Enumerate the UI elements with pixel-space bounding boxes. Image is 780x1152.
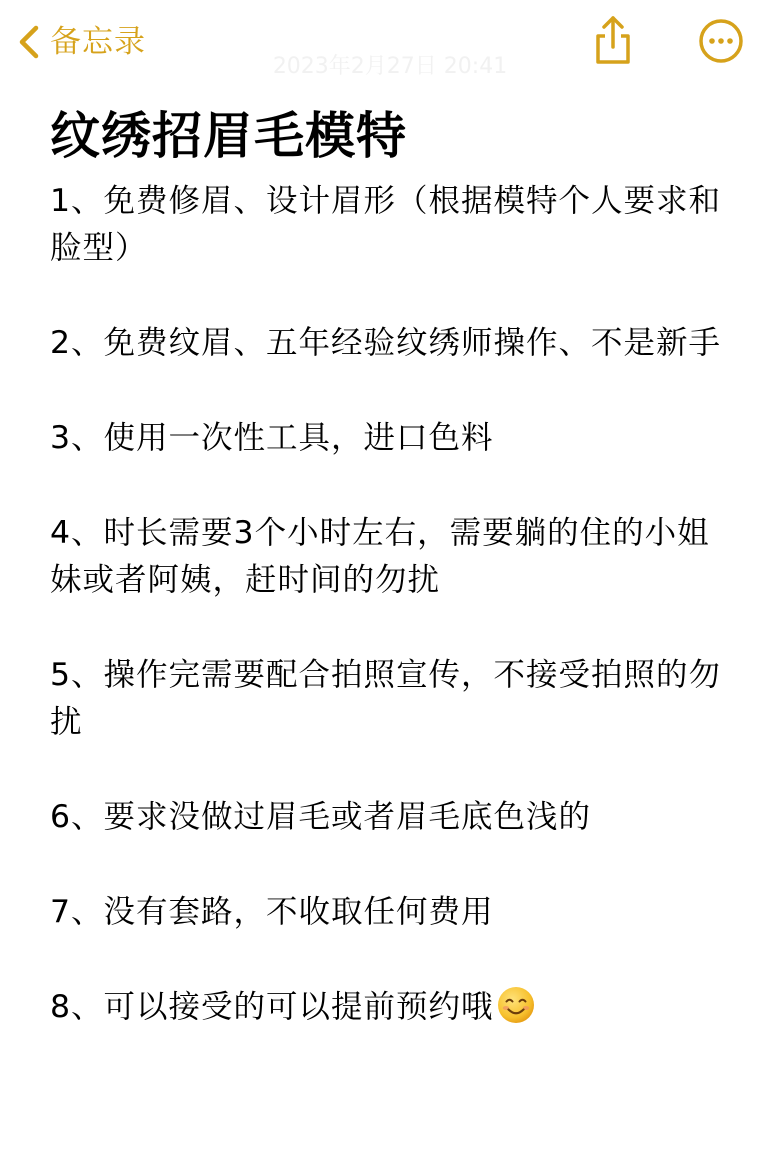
- note-title: 纹绣招眉毛模特: [50, 107, 407, 165]
- note-item-2: 2、免费纹眉、五年经验纹绣师操作、不是新手: [50, 325, 722, 361]
- note-item-7: 7、没有套路，不收取任何费用: [50, 894, 494, 930]
- note-item-5: 5、操作完需要配合拍照宣传，不接受拍照的勿扰: [50, 657, 722, 740]
- note-date: 2023年2月27日 20:41: [272, 54, 508, 79]
- note-item-3: 3、使用一次性工具，进口色料: [50, 420, 494, 456]
- note-item-8-text: 8、可以接受的可以提前预约哦: [50, 989, 494, 1025]
- smiling-face-emoji-icon: [496, 985, 536, 1025]
- note-body[interactable]: [50, 178, 734, 1031]
- note-item-6: 6、要求没做过眉毛或者眉毛底色浅的: [50, 799, 592, 835]
- note-item-8: [50, 984, 734, 1031]
- note-item-1: 1、免费修眉、设计眉形（根据模特个人要求和脸型）: [50, 183, 722, 266]
- back-button-label: 备忘录: [50, 24, 146, 60]
- note-item-4: 4、时长需要3个小时左右，需要躺的住的小姐妹或者阿姨，赶时间的勿扰: [50, 515, 710, 598]
